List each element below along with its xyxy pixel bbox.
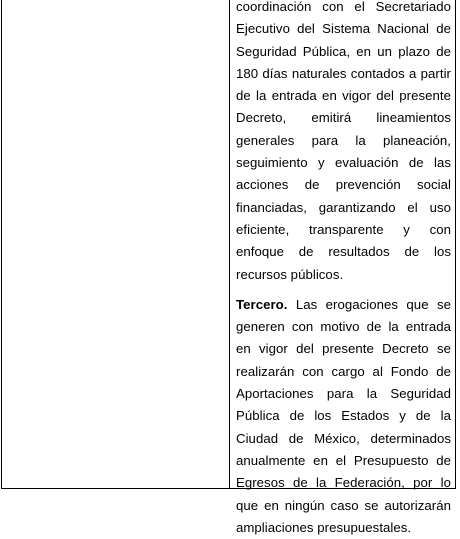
paragraph-coordination: coordinación con el Secretariado Ejecutivo del Sistema Nacional de Seguridad Pública, en un plazo de 180 días naturales contados a partir de la entrada en vigor del presente Decreto, emitirá lineamientos generales para la planeación, seguimiento y evaluación de las acciones de prevención social financiadas, garantizando el uso eficiente, transparente y con enfoque de resultados de los recursos públicos. xyxy=(236,0,451,282)
document-table xyxy=(1,0,456,535)
article-heading-tercero: Tercero. xyxy=(236,296,288,312)
paragraph-tercero-body: Las erogaciones que se generen con motivo de la entrada en vigor del presente Decreto se realizarán con cargo al Fondo de Aportaciones para la Seguridad Pública de los Estados y de la Ciudad de México, determinados anualmente en el Presupuesto de Egresos de la Federación, por lo que en ningún caso se autorizarán ampliaciones presupuestales. xyxy=(236,296,451,535)
table-right-cell xyxy=(230,0,455,535)
table-left-cell xyxy=(2,0,230,488)
paragraph-tercero xyxy=(236,294,451,539)
